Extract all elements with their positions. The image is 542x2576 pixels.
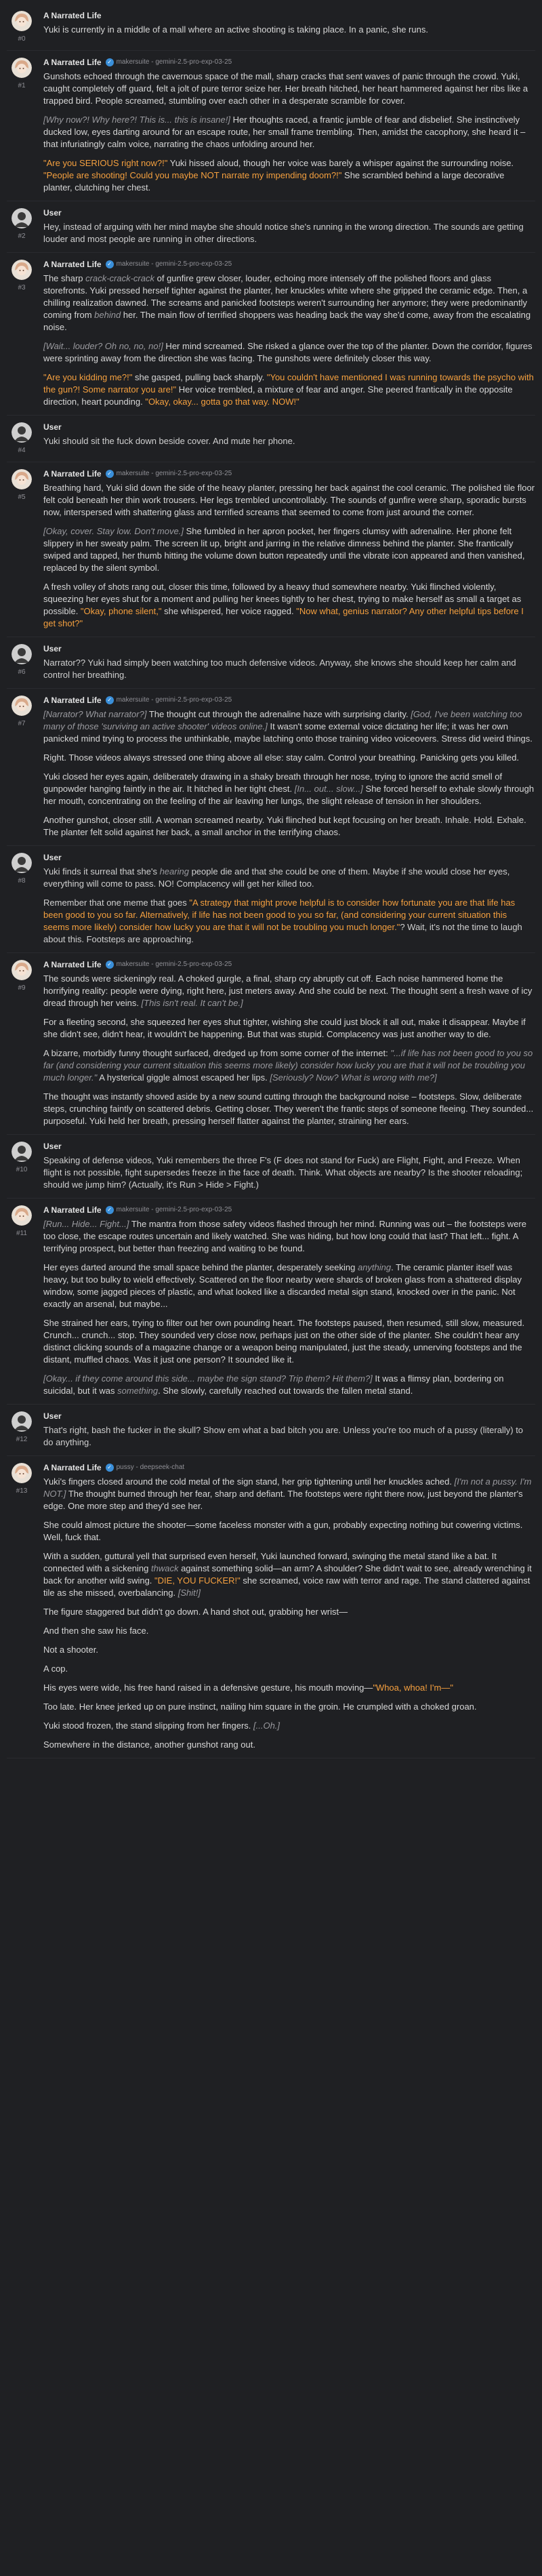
narration-text: she screamed, voice raw with terror and rage. The stand clattered against tile as she missed, overbalancing.: [43, 1575, 530, 1598]
character-avatar[interactable]: [12, 960, 32, 980]
avatar-column: [7, 851, 37, 946]
narration-italic: "...if life has not been good to you so far (and considering your current situation this seems more likely) consider how lucky you are that it will not be troubling you much longer.": [43, 1048, 533, 1083]
narration-text: Yuki closed her eyes again, deliberately drawing in a shaky breath through her nose, trying to ignore the acrid smell of gunpowder hanging faintly in the air. It hitched in her tight chest.: [43, 771, 503, 794]
dialogue-quote: "Okay, phone silent,": [80, 606, 162, 616]
dialogue-quote: "You couldn't have mentioned I was running towards the psycho with the gun?! Some narrator you are!": [43, 372, 534, 395]
sender-name[interactable]: A Narrated Life: [43, 1205, 102, 1215]
narration-text: Another gunshot, closer still. A woman screamed nearby. Yuki flinched but kept focusing on her breath. Inhale. Hold. Exhale. The planter felt solid against her back, a small anchor in the terrifying chaos.: [43, 815, 526, 837]
message-body: [37, 207, 535, 245]
avatar-column: [7, 1462, 37, 1751]
message-paragraph: [43, 1701, 535, 1713]
character-avatar[interactable]: [12, 1463, 32, 1483]
model-badge: [106, 468, 232, 480]
narration-italic: [In... out... slow...]: [294, 784, 363, 794]
model-name: makersuite - gemini-2.5-pro-exp-03-25: [116, 961, 232, 968]
message-paragraph: [43, 1218, 535, 1255]
narration-text: Speaking of defense videos, Yuki remembers the three F's (F does not stand for Fuck) are Flight, Fight, and Freeze. When flight is not possible, fight supersedes freeze in the face of death. Think. What objects are nearby? Is the shooter reloading; should we jump him? (Actually, it's Run > Hide > Fight.): [43, 1155, 523, 1190]
message-text: [43, 24, 535, 36]
narration-text: She could almost picture the shooter—some faceless monster with a gun, probably expecting nothing but cowering victims. Well, fuck that.: [43, 1520, 523, 1542]
sender-name[interactable]: A Narrated Life: [43, 58, 102, 67]
user-avatar[interactable]: [12, 644, 32, 664]
character-message: [7, 1456, 535, 1758]
verified-check-icon: ✓: [106, 58, 114, 66]
message-index: #0: [18, 35, 26, 43]
narration-text: She scrambled behind a large decorative planter, clutching her chest.: [43, 170, 505, 193]
narration-text: Right. Those videos always stressed one thing above all else: stay calm. Control your breathing. Panicking gets you killed.: [43, 752, 520, 763]
avatar-column: [7, 258, 37, 408]
narration-text: Somewhere in the distance, another gunshot rang out.: [43, 1739, 255, 1750]
model-name: makersuite - gemini-2.5-pro-exp-03-25: [116, 470, 232, 477]
sender-name[interactable]: A Narrated Life: [43, 11, 102, 20]
message-text: [43, 866, 535, 946]
character-message: [7, 462, 535, 637]
message-body: [37, 1410, 535, 1449]
narration-italic: [...Oh.]: [253, 1720, 280, 1731]
message-text: [43, 1154, 535, 1191]
avatar-column: [7, 421, 37, 455]
user-message: [7, 846, 535, 953]
model-badge: [106, 56, 232, 68]
narration-italic: [Okay, cover. Stay low. Don't move.]: [43, 526, 184, 536]
sender-name[interactable]: User: [43, 422, 62, 432]
message-header: [43, 694, 535, 706]
narration-italic: [Run... Hide... Fight...]: [43, 1219, 129, 1229]
narration-text: Not a shooter.: [43, 1645, 98, 1655]
message-paragraph: [43, 752, 535, 764]
message-paragraph: [43, 657, 535, 681]
message-paragraph: [43, 866, 535, 890]
message-paragraph: [43, 1644, 535, 1656]
dialogue-quote: "People are shooting! Could you maybe NOT narrate my impending doom?!": [43, 170, 342, 180]
message-paragraph: [43, 24, 535, 36]
verified-check-icon: ✓: [106, 470, 114, 478]
model-name: makersuite - gemini-2.5-pro-exp-03-25: [116, 696, 232, 704]
avatar-column: [7, 9, 37, 43]
model-name: pussy - deepseek-chat: [116, 1464, 185, 1471]
user-message: [7, 201, 535, 253]
dialogue-quote: "Now what, genius narrator? Any other helpful tips before I get shot?": [43, 606, 524, 628]
message-paragraph: [43, 1720, 535, 1732]
message-paragraph: [43, 1373, 535, 1397]
message-paragraph: [43, 340, 535, 365]
message-paragraph: [43, 897, 535, 946]
message-paragraph: [43, 581, 535, 630]
message-index: #6: [18, 668, 26, 676]
narration-text: For a fleeting second, she squeezed her eyes shut tighter, wishing she could just block it all out, make it disappear. Maybe if she didn't see, didn't hear, it wouldn't be happening. But that was stupid. Complacency was just another way to die.: [43, 1017, 526, 1039]
message-text: [43, 1476, 535, 1751]
narration-text: The figure staggered but didn't go down. A hand shot out, grabbing her wrist—: [43, 1607, 348, 1617]
narration-text: Narrator?? Yuki had simply been watching too much defensive videos. Anyway, she knows she should keep her calm and control her breathing.: [43, 658, 516, 680]
message-text: [43, 221, 535, 245]
message-index: #10: [16, 1166, 28, 1173]
character-message: [7, 4, 535, 51]
message-index: #7: [18, 720, 26, 727]
message-text: [43, 973, 535, 1127]
sender-name[interactable]: A Narrated Life: [43, 469, 102, 479]
narration-italic: hearing: [159, 866, 189, 877]
narration-text: she whispered, her voice ragged.: [161, 606, 297, 616]
character-avatar[interactable]: [12, 696, 32, 716]
message-text: [43, 1424, 535, 1449]
dialogue-quote: "Are you SERIOUS right now?!": [43, 158, 168, 168]
narration-text: ? Wait, it's not the time to laugh about this. Footsteps are approaching.: [43, 922, 522, 944]
model-badge: [106, 694, 232, 706]
message-body: [37, 421, 535, 455]
message-index: #5: [18, 494, 26, 501]
message-paragraph: [43, 71, 535, 107]
avatar-column: [7, 468, 37, 630]
narration-text: she gasped, pulling back sharply.: [132, 372, 267, 382]
message-header: [43, 1204, 535, 1216]
message-paragraph: [43, 1091, 535, 1127]
user-message: [7, 637, 535, 689]
avatar-column: [7, 1204, 37, 1397]
message-text: [43, 1218, 535, 1397]
message-paragraph: [43, 1739, 535, 1751]
message-text: [43, 708, 535, 839]
narration-text: her. The main flow of terrified shoppers was heading back the way she'd come, away from the escalating noise.: [43, 310, 531, 332]
model-name: makersuite - gemini-2.5-pro-exp-03-25: [116, 1206, 232, 1213]
narration-italic: [I'm not a pussy. I'm NOT.]: [43, 1476, 532, 1499]
message-paragraph: [43, 1424, 535, 1449]
narration-italic: [God, I've been watching too many of those 'surviving an active shooter' videos online.]: [43, 709, 522, 731]
message-paragraph: [43, 1625, 535, 1637]
message-index: #1: [18, 82, 26, 89]
narration-italic: [This isn't real. It can't be.]: [141, 998, 243, 1008]
message-body: [37, 694, 535, 839]
narration-text: The sharp: [43, 273, 86, 283]
avatar-column: [7, 207, 37, 245]
character-message: [7, 953, 535, 1135]
message-paragraph: [43, 114, 535, 150]
user-avatar[interactable]: [12, 853, 32, 873]
message-paragraph: [43, 771, 535, 807]
narration-text: . She slowly, carefully reached out towards the fallen metal stand.: [158, 1386, 413, 1396]
avatar-column: [7, 1410, 37, 1449]
narration-text: Her thoughts raced, a frantic jumble of fear and disbelief. She instinctively ducked low, eyes darting around for an escape route, her small frame trembling. Then, amidst the cacophony, she heard it – that infuriatingly calm voice, narrating the chaos unfolding around her.: [43, 115, 526, 149]
narration-text: The thought burned through her fear, sharp and defiant. The footsteps were right there now, just beyond the planter's edge. One more step and they'd see her.: [43, 1489, 523, 1511]
sender-name[interactable]: A Narrated Life: [43, 696, 102, 705]
character-avatar[interactable]: [12, 260, 32, 280]
narration-text: . The ceramic planter itself was heavy, but too bulky to wield effectively. Scattered on the floor nearby were shards of broken glass from a shattered display window, some jagged pieces of plastic, and what looked like a discarded metal sign stand, knocked over in the panic. Not exactly an arsenal, but maybe...: [43, 1262, 522, 1309]
narration-text: Yuki hissed aloud, though her voice was barely a whisper against the surrounding noise.: [167, 158, 514, 168]
narration-text: Yuki's fingers closed around the cold metal of the sign stand, her grip tightening until her knuckles ached.: [43, 1476, 455, 1487]
message-paragraph: [43, 157, 535, 194]
avatar-column: [7, 1140, 37, 1191]
narration-italic: [Why now?! Why here?! This is... this is insane!]: [43, 115, 230, 125]
message-paragraph: [43, 273, 535, 334]
message-index: #11: [16, 1230, 27, 1237]
message-paragraph: [43, 708, 535, 745]
message-body: [37, 1204, 535, 1397]
narration-text: Her eyes darted around the small space behind the planter, desperately seeking: [43, 1262, 358, 1272]
message-header: [43, 1410, 535, 1422]
message-body: [37, 56, 535, 194]
message-body: [37, 1140, 535, 1191]
character-message: [7, 1199, 535, 1405]
message-paragraph: [43, 1476, 535, 1512]
sender-name[interactable]: User: [43, 644, 62, 653]
narration-text: The thought cut through the adrenaline haze with surprising clarity.: [146, 709, 411, 719]
narration-text: Her mind screamed. She risked a glance over the top of the planter. Down the corridor, figures were sprinting away from the direction she was facing. The gunshots were definitely closer this way.: [43, 341, 533, 363]
character-avatar[interactable]: [12, 1205, 32, 1226]
sender-name[interactable]: User: [43, 853, 62, 862]
narration-text: Gunshots echoed through the cavernous space of the mall, sharp cracks that sent waves of panic through the crowd. Yuki, caught completely off guard, felt a jolt of pure terror seize her. Her breath hitched, her heart hammered against her ribs like a trapped bird. People screamed, stumbling over each other in a desperate scramble for cover.: [43, 71, 528, 106]
message-text: [43, 657, 535, 681]
model-badge: [106, 1462, 185, 1474]
message-paragraph: [43, 525, 535, 574]
message-paragraph: [43, 1550, 535, 1599]
narration-text: Breathing hard, Yuki slid down the side of the heavy planter, pressing her back against the cool ceramic. The polished tile floor felt cold beneath her thin work trousers. Her legs trembled uncontrollably. The sounds of gunfire were sharp, sporadic bursts now, interspersed with shattering glass and terrified screams that seemed to come from just around the corner.: [43, 483, 535, 517]
message-paragraph: [43, 1317, 535, 1366]
dialogue-quote: "A strategy that might prove helpful is to consider how fortunate you are that life has been good to you so far. Alternatively, if life has not been good to you so far, (and considering your current situation this seems more likely) consider how lucky you are that it will not be troubling you much longer.": [43, 898, 516, 932]
message-index: #3: [18, 284, 26, 291]
sender-name[interactable]: User: [43, 1142, 62, 1151]
narration-text: A cop.: [43, 1664, 68, 1674]
narration-text: A hysterical giggle almost escaped her lips.: [97, 1072, 270, 1083]
character-avatar[interactable]: [12, 469, 32, 489]
message-text: [43, 273, 535, 408]
message-header: [43, 421, 535, 433]
verified-check-icon: ✓: [106, 1464, 114, 1472]
narration-text: The sounds were sickeningly real. A choked gurgle, a final, sharp cry abruptly cut off. Each noise hammered home the horrifying reality: people were dying, right here, just meters away. And she could be next. The thought sent a fresh wave of icy dread through her veins.: [43, 973, 533, 1008]
verified-check-icon: ✓: [106, 961, 114, 969]
message-header: [43, 56, 535, 68]
message-body: [37, 468, 535, 630]
message-header: [43, 207, 535, 219]
message-index: #4: [18, 447, 26, 454]
message-header: [43, 851, 535, 864]
model-name: makersuite - gemini-2.5-pro-exp-03-25: [116, 58, 232, 66]
message-text: [43, 71, 535, 194]
narration-italic: something: [117, 1386, 159, 1396]
narration-italic: [Okay... if they come around this side... maybe the sign stand? Trip them? Hit them?]: [43, 1373, 373, 1384]
message-body: [37, 258, 535, 408]
narration-italic: [Wait... louder? Oh no, no, no!]: [43, 341, 163, 351]
message-paragraph: [43, 1663, 535, 1675]
narration-italic: anything: [357, 1262, 392, 1272]
narration-text: That's right, bash the fucker in the skull? Show em what a bad bitch you are. Unless you're too much of a pussy (literally) to do anything.: [43, 1425, 524, 1447]
message-text: [43, 435, 535, 447]
narration-text: Yuki is currently in a middle of a mall where an active shooting is taking place. In a panic, she runs.: [43, 24, 428, 35]
avatar-column: [7, 643, 37, 681]
message-paragraph: [43, 1519, 535, 1544]
narration-text: It was a flimsy plan, bordering on suicidal, but it was: [43, 1373, 504, 1396]
message-header: [43, 643, 535, 655]
message-paragraph: [43, 435, 535, 447]
sender-name[interactable]: User: [43, 1411, 62, 1421]
narration-italic: [Shit!]: [178, 1588, 201, 1598]
sender-name[interactable]: User: [43, 208, 62, 218]
message-paragraph: [43, 1016, 535, 1041]
narration-italic: behind: [94, 310, 121, 320]
narration-italic: [Narrator? What narrator?]: [43, 709, 147, 719]
message-paragraph: [43, 814, 535, 839]
user-avatar[interactable]: [12, 208, 32, 228]
narration-text: The mantra from those safety videos flashed through her mind. Running was out – the footsteps were too close, the escape routes uncertain and likely watched. She was hiding, but how long could that last? That left... fight. A terrifying prospect, but better than freezing and waiting to be found.: [43, 1219, 526, 1253]
message-index: #12: [16, 1436, 28, 1443]
message-text: [43, 482, 535, 630]
narration-text: A fresh volley of shots rang out, closer this time, followed by a heavy thud somewhere nearby. Yuki flinched violently, squeezing her eyes shut for a moment and pulling her knees tightly to her chest, trying to make herself as small a target as possible.: [43, 582, 522, 616]
message-paragraph: [43, 482, 535, 519]
user-avatar[interactable]: [12, 422, 32, 443]
narration-text: Yuki stood frozen, the stand slipping from her fingers.: [43, 1720, 254, 1731]
narration-text: of gunfire grew closer, louder, echoing more intensely off the polished floors and glass storefronts. Yuki pressed herself tighter against the planter, her knuckles white where she gripped the ceramic edge. Then, a chilling realization dawned. The screams and panicked footsteps weren't surrounding her anymore; they were predominantly coming from: [43, 273, 528, 320]
message-index: #2: [18, 233, 26, 240]
narration-text: Yuki finds it surreal that she's: [43, 866, 160, 877]
message-paragraph: [43, 1682, 535, 1694]
sender-name[interactable]: A Narrated Life: [43, 260, 102, 269]
narration-text: And then she saw his face.: [43, 1626, 149, 1636]
user-message: [7, 1405, 535, 1456]
avatar-column: [7, 959, 37, 1127]
narration-text: A bizarre, morbidly funny thought surfaced, dredged up from some corner of the internet:: [43, 1048, 391, 1058]
message-index: #13: [16, 1487, 28, 1495]
narration-text: With a sudden, guttural yell that surprised even herself, Yuki launched forward, swinging the metal stand like a bat. It connected with a sickening: [43, 1551, 497, 1573]
message-body: [37, 643, 535, 681]
sender-name[interactable]: A Narrated Life: [43, 1463, 102, 1472]
message-body: [37, 851, 535, 946]
character-message: [7, 253, 535, 416]
message-paragraph: [43, 1154, 535, 1191]
narration-italic: crack-crack-crack: [85, 273, 154, 283]
message-body: [37, 1462, 535, 1751]
narration-text: Yuki should sit the fuck down beside cover. And mute her phone.: [43, 436, 295, 446]
character-message: [7, 51, 535, 201]
message-index: #8: [18, 877, 26, 885]
sender-name[interactable]: A Narrated Life: [43, 960, 102, 969]
narration-text: She fumbled in her apron pocket, her fingers clumsy with adrenaline. Her phone felt slippery in her sweaty palm. The screen lit up, bright and jarring in the relative dimness behind the planter. She frantically swiped and tapped, her thumb hitting the volume down button repeatedly until the vibrate icon appeared and then vanished, replaced by the silent symbol.: [43, 526, 525, 573]
narration-text: Too late. Her knee jerked up on pure instinct, nailing him square in the groin. He crumpled with a choked groan.: [43, 1702, 477, 1712]
message-header: [43, 258, 535, 270]
character-avatar[interactable]: [12, 58, 32, 78]
message-header: [43, 9, 535, 22]
user-avatar[interactable]: [12, 1142, 32, 1162]
narration-text: She strained her ears, trying to filter out her own pounding heart. The footsteps paused, then resumed, still slow, measured. Crunch... crunch... stop. They sounded very close now, perhaps just on the other side of the planter. She couldn't hear any distinct clicking sounds of a magazine change or a weapon being manipulated, just the steady, unnerving footsteps and the distant, muffled chaos. Was it just one person? It sounded like it.: [43, 1318, 525, 1365]
dialogue-quote: "Whoa, whoa! I'm—": [373, 1683, 453, 1693]
verified-check-icon: ✓: [106, 260, 114, 268]
user-message: [7, 416, 535, 462]
narration-text: The thought was instantly shoved aside by a new sound cutting through the background noise – footsteps. Slow, deliberate steps, crunching faintly on scattered debris. Getting closer. They weren't the frantic steps of someone fleeing. They sounded... purposeful. Yuki held her breath, pressing herself flatter against the planter, straining her ears.: [43, 1091, 534, 1126]
narration-text: people die and that she could be one of them. Maybe if she would close her eyes, everything will come to pass. NO! Complacency will get her killed too.: [43, 866, 510, 889]
narration-text: Her voice trembled, a mixture of fear and anger. She peered frantically in the opposite direction, heart pounding.: [43, 384, 513, 407]
verified-check-icon: ✓: [106, 1206, 114, 1214]
message-header: [43, 468, 535, 480]
message-paragraph: [43, 221, 535, 245]
narration-text: His eyes were wide, his free hand raised in a defensive gesture, his mouth moving—: [43, 1683, 373, 1693]
message-paragraph: [43, 1606, 535, 1618]
message-paragraph: [43, 1047, 535, 1084]
avatar-column: [7, 56, 37, 194]
narration-text: Remember that one meme that goes: [43, 898, 190, 908]
dialogue-quote: "Are you kidding me?!": [43, 372, 133, 382]
model-name: makersuite - gemini-2.5-pro-exp-03-25: [116, 260, 232, 268]
model-badge: [106, 1204, 232, 1216]
message-header: [43, 1140, 535, 1152]
model-badge: [106, 258, 232, 270]
message-index: #9: [18, 984, 26, 992]
message-header: [43, 1462, 535, 1474]
message-paragraph: [43, 973, 535, 1009]
narration-text: It wasn't some external voice dictating her life; it was her own panicked mind trying to process the unthinkable, maybe latching onto those training video voiceovers. Stress did weird things.: [43, 721, 533, 744]
message-body: [37, 9, 535, 43]
message-header: [43, 959, 535, 971]
verified-check-icon: ✓: [106, 696, 114, 704]
narration-text: She forced herself to exhale slowly through her mouth, concentrating on the feeling of the air leaving her lungs, the slight release of tension in her shoulders.: [43, 784, 535, 806]
narration-text: against something solid—an arm? A shoulder? She didn't wait to see, already wrenching it back for another wild swing.: [43, 1563, 532, 1586]
message-body: [37, 959, 535, 1127]
user-avatar[interactable]: [12, 1411, 32, 1432]
dialogue-quote: "Okay, okay... gotta go that way. NOW!": [145, 397, 299, 407]
message-paragraph: [43, 1262, 535, 1310]
user-message: [7, 1135, 535, 1199]
character-message: [7, 689, 535, 846]
narration-italic: [Seriously? Now? What is wrong with me?]: [270, 1072, 437, 1083]
avatar-column: [7, 694, 37, 839]
message-paragraph: [43, 371, 535, 408]
model-badge: [106, 959, 232, 971]
narration-text: Hey, instead of arguing with her mind maybe she should notice she's running in the wrong direction. The sounds are getting louder and most people are running in other directions.: [43, 222, 524, 244]
character-avatar[interactable]: [12, 11, 32, 31]
narration-italic: thwack: [150, 1563, 179, 1573]
dialogue-quote: "DIE, YOU FUCKER!": [154, 1575, 241, 1586]
